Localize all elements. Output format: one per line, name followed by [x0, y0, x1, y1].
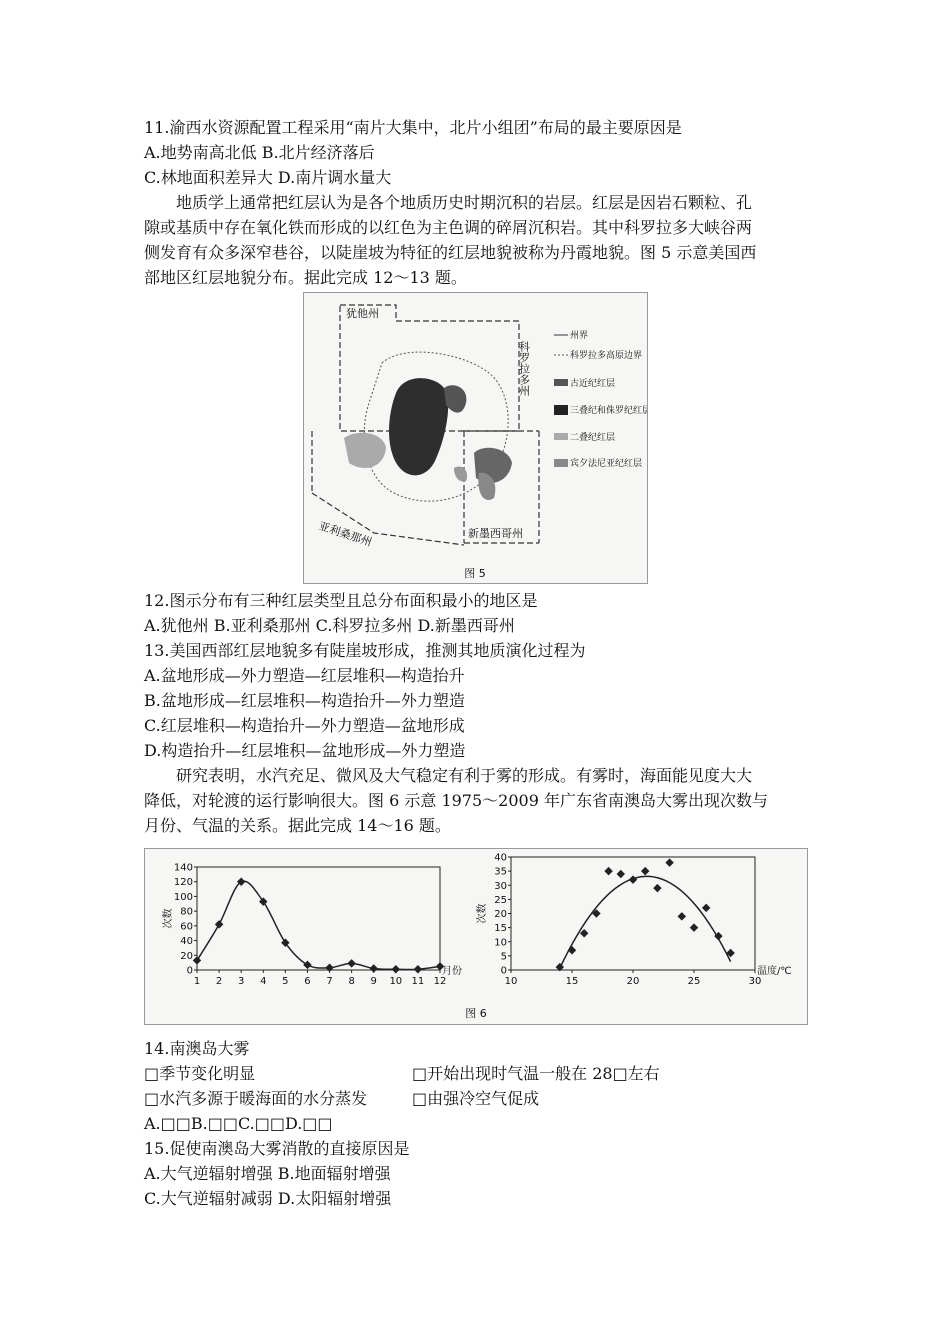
x-axis-label: 温度/℃	[757, 966, 792, 977]
figure-6-charts	[144, 848, 808, 1025]
state-label-new-mexico: 新墨西哥州	[468, 527, 523, 540]
legend-state-border: 州界	[570, 331, 589, 341]
passage2-line1: 研究表明，水汽充足、微风及大气稳定有利于雾的形成。有雾时，海面能见度大大	[176, 766, 753, 785]
y-tick-label: 20	[180, 950, 193, 962]
passage1-line4: 部地区红层地貌分布。据此完成 12～13 题。	[144, 268, 467, 287]
y-tick-label: 35	[494, 866, 507, 878]
y-tick-label: 15	[494, 923, 507, 935]
y-axis-label: 次数	[477, 903, 488, 924]
q14-statement-2: □开始出现时气温一般在 28□左右	[412, 1064, 660, 1083]
y-tick-label: 40	[180, 936, 193, 948]
x-tick-label: 25	[687, 976, 701, 987]
x-tick-label: 5	[282, 976, 289, 987]
x-tick-label: 15	[565, 976, 579, 987]
x-tick-label: 6	[304, 976, 311, 987]
x-tick-label: 10	[389, 976, 403, 987]
x-tick-label: 20	[626, 976, 640, 987]
y-tick-label: 100	[173, 891, 193, 903]
q15-options-cd: C.大气逆辐射减弱 D.太阳辐射增强	[144, 1189, 392, 1208]
legend-triassic-jurassic: 三叠纪和侏罗纪红层	[570, 406, 647, 416]
x-tick-label: 10	[504, 976, 518, 987]
q14-options: A.□□B.□□C.□□D.□□	[144, 1114, 333, 1133]
q13-option-d: D.构造抬升—红层堆积—盆地形成—外力塑造	[144, 741, 466, 760]
y-tick-label: 140	[173, 862, 193, 874]
y-tick-label: 60	[180, 921, 193, 933]
q12-stem: 12.图示分布有三种红层类型且总分布面积最小的地区是	[144, 591, 538, 610]
y-tick-label: 0	[500, 965, 507, 977]
passage1-line2: 隙或基质中存在氧化铁而形成的以红色为主色调的碎屑沉积岩。其中科罗拉多大峡谷两	[144, 218, 753, 237]
state-label-colorado-text: 科罗拉多州	[517, 341, 531, 396]
q14-statement-1: □季节变化明显	[144, 1064, 256, 1083]
passage2-line3: 月份、气温的关系。据此完成 14～16 题。	[144, 816, 451, 835]
state-label-arizona: 亚利桑那州	[317, 519, 374, 549]
q13-option-c: C.红层堆积—构造抬升—外力塑造—盆地形成	[144, 716, 465, 735]
q14-stem: 14.南澳岛大雾	[144, 1039, 250, 1058]
y-tick-label: 40	[494, 852, 507, 864]
passage1-line3: 侧发育有众多深窄巷谷，以陡崖坡为特征的红层地貌被称为丹霞地貌。图 5 示意美国西	[144, 243, 757, 262]
x-tick-label: 4	[260, 976, 267, 987]
y-tick-label: 25	[494, 894, 507, 906]
q15-options-ab: A.大气逆辐射增强 B.地面辐射增强	[144, 1164, 391, 1183]
x-tick-label: 11	[411, 976, 425, 987]
figure-5-caption: 图 5	[464, 567, 486, 580]
x-axis-label: 月份	[442, 966, 462, 977]
x-tick-label: 1	[193, 976, 201, 987]
y-tick-label: 120	[173, 877, 193, 889]
x-tick-label: 3	[237, 976, 245, 987]
legend-permian: 二叠纪红层	[570, 433, 616, 443]
y-tick-label: 0	[186, 965, 193, 977]
x-tick-label: 2	[215, 976, 223, 987]
state-label-utah: 犹他州	[346, 307, 379, 320]
figure-5-map	[303, 292, 648, 584]
q11-options-cd: C.林地面积差异大 D.南片调水量大	[144, 168, 392, 187]
q13-option-b: B.盆地形成—红层堆积—构造抬升—外力塑造	[144, 691, 465, 710]
legend-plateau-border: 科罗拉多高原边界	[570, 351, 643, 361]
y-tick-label: 10	[494, 937, 507, 949]
legend-pennsylvanian: 宾夕法尼亚纪红层	[570, 459, 643, 469]
x-tick-label: 30	[748, 976, 762, 987]
x-tick-label: 12	[433, 976, 447, 987]
q13-option-a: A.盆地形成—外力塑造—红层堆积—构造抬升	[144, 666, 465, 685]
q11-stem: 11.渝西水资源配置工程采用“南片大集中，北片小组团”布局的最主要原因是	[144, 118, 682, 137]
state-label-colorado	[518, 340, 531, 396]
q13-stem: 13.美国西部红层地貌多有陡崖坡形成，推测其地质演化过程为	[144, 641, 586, 660]
q11-options-ab: A.地势南高北低 B.北片经济落后	[144, 143, 375, 162]
q14-statement-4: □由强冷空气促成	[412, 1089, 540, 1108]
y-axis-label: 次数	[163, 908, 174, 929]
legend-paleogene: 古近纪红层	[570, 379, 616, 389]
y-tick-label: 20	[494, 909, 507, 920]
y-tick-label: 5	[500, 951, 507, 963]
y-tick-label: 30	[494, 880, 507, 892]
x-tick-label: 7	[326, 976, 333, 987]
figure-6-caption: 图 6	[465, 1007, 487, 1020]
y-tick-label: 80	[180, 906, 193, 918]
q15-stem: 15.促使南澳岛大雾消散的直接原因是	[144, 1139, 410, 1158]
q14-statement-3: □水汽多源于暖海面的水分蒸发	[144, 1089, 368, 1108]
q12-options: A.犹他州 B.亚利桑那州 C.科罗拉多州 D.新墨西哥州	[144, 616, 515, 635]
x-tick-label: 8	[348, 976, 355, 987]
passage2-line2: 降低，对轮渡的运行影响很大。图 6 示意 1975～2009 年广东省南澳岛大雾出现次数与	[144, 791, 768, 810]
x-tick-label: 9	[370, 976, 377, 987]
passage1-line1: 地质学上通常把红层认为是各个地质历史时期沉积的岩层。红层是因岩石颗粒、孔	[176, 193, 753, 212]
